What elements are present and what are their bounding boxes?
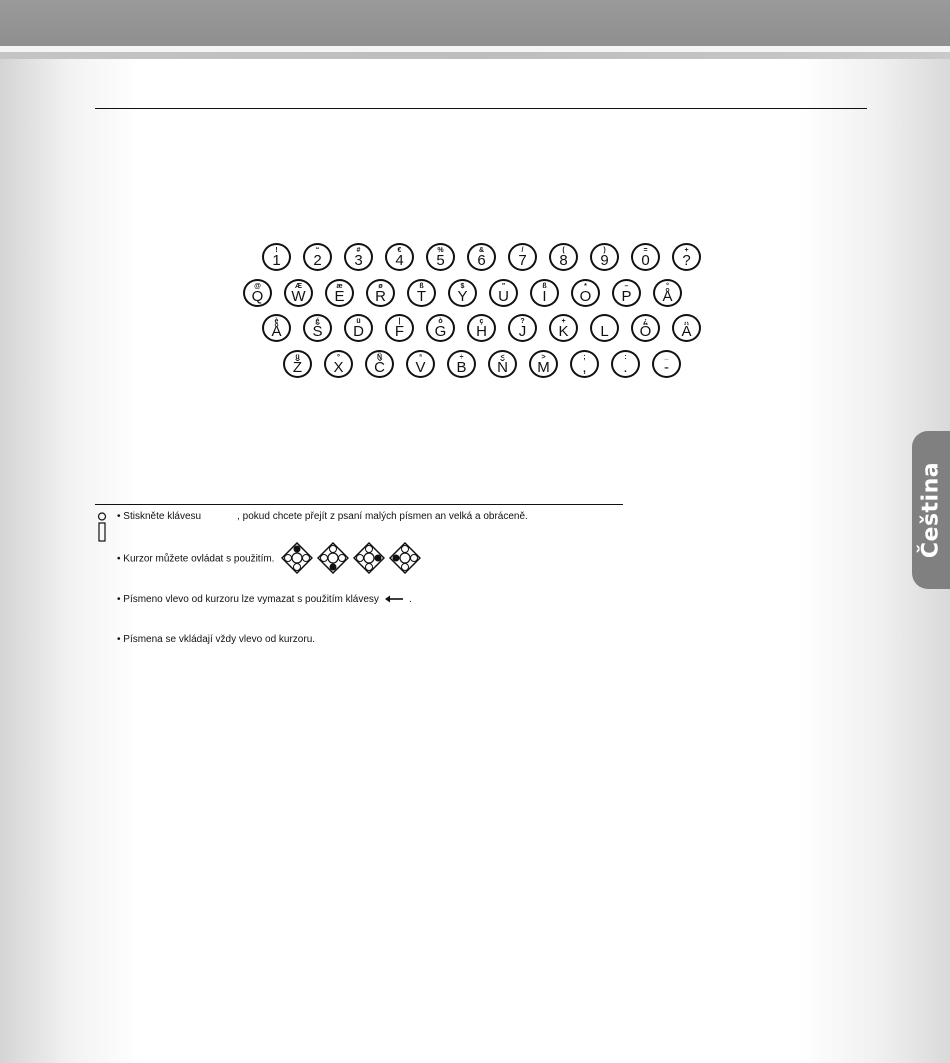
key-primary-label: O [579, 288, 592, 305]
key-primary-label: I [542, 288, 547, 305]
key-primary-label: 2 [313, 252, 322, 269]
key-primary-label: - [664, 359, 669, 376]
key-primary-label: W [291, 288, 306, 305]
dpad-up-icon [281, 542, 313, 574]
key-r2-9 [571, 279, 600, 307]
key-secondary-label: | [398, 318, 401, 325]
key-r2-7 [489, 279, 518, 307]
key-r4-7 [529, 350, 558, 378]
key-secondary-label: ÷ [459, 354, 464, 361]
key-r1-10 [631, 243, 660, 271]
key-primary-label: D [353, 323, 364, 340]
key-primary-label: L [600, 323, 609, 340]
note-shift-text-end: , pokud chcete přejít z psaní malých písmen an velká a obráceně. [237, 511, 528, 522]
key-secondary-label: @ [254, 283, 261, 290]
note-insert: • Písmena se vkládají vždy vlevo od kurzoru. [117, 634, 316, 645]
key-r1-4 [385, 243, 414, 271]
key-r1-1 [262, 243, 291, 271]
key-secondary-label: + [684, 247, 689, 254]
key-r4-1 [283, 350, 312, 378]
key-r3-7 [508, 314, 537, 342]
info-icon [96, 512, 108, 542]
key-primary-label: Ä [681, 323, 692, 340]
language-tab-label: Čeština [918, 461, 944, 559]
key-secondary-label: ß [542, 283, 547, 290]
key-secondary-label: > [541, 354, 546, 361]
key-r2-5 [407, 279, 436, 307]
key-r4-8 [570, 350, 599, 378]
key-secondary-label: ( [562, 247, 565, 254]
key-r4-5 [447, 350, 476, 378]
language-tab [912, 431, 950, 589]
key-secondary-label: ß [419, 283, 424, 290]
note-delete-text-start: • Písmeno vlevo od kurzoru lze vymazat s použitím klávesy [117, 594, 379, 605]
dpad-down-icon [317, 542, 349, 574]
key-r2-4 [366, 279, 395, 307]
key-primary-label: , [582, 359, 587, 376]
key-secondary-label: € [397, 247, 402, 254]
key-primary-label: P [621, 288, 632, 305]
key-r2-6 [448, 279, 477, 307]
note-cursor [117, 542, 425, 576]
key-primary-label: Ž [292, 359, 303, 376]
key-secondary-label: ; [583, 354, 586, 361]
key-r4-6 [488, 350, 517, 378]
key-r3-5 [426, 314, 455, 342]
key-primary-label: J [518, 323, 527, 340]
key-secondary-label: – [624, 283, 629, 290]
key-primary-label: M [537, 359, 550, 376]
key-primary-label: Å [271, 323, 282, 340]
note-shift [117, 511, 528, 523]
note-delete [117, 594, 412, 606]
key-secondary-label: " [501, 283, 506, 290]
key-primary-label: Q [251, 288, 264, 305]
key-secondary-label: “ [315, 247, 320, 254]
dpad-group [281, 542, 425, 576]
key-secondary-label: / [521, 247, 524, 254]
key-primary-label: 9 [600, 252, 609, 269]
key-primary-label: E [334, 288, 345, 305]
key-primary-label: K [558, 323, 569, 340]
key-primary-label: V [415, 359, 426, 376]
key-r2-3 [325, 279, 354, 307]
key-primary-label: Y [457, 288, 468, 305]
key-primary-label: 7 [518, 252, 527, 269]
key-r1-5 [426, 243, 455, 271]
note-delete-text-end: . [408, 594, 412, 605]
key-primary-label: Å [662, 288, 673, 305]
key-r3-6 [467, 314, 496, 342]
key-secondary-label: ° [666, 283, 669, 290]
note-cursor-text: • Kurzor můžete ovládat s použitím. [117, 553, 275, 565]
key-r3-2 [303, 314, 332, 342]
key-r3-11 [672, 314, 701, 342]
key-secondary-label: ) [603, 247, 606, 254]
key-primary-label: X [333, 359, 344, 376]
key-secondary-label: = [643, 247, 648, 254]
key-secondary-label: $ [460, 283, 465, 290]
key-primary-label: U [498, 288, 509, 305]
key-secondary-label: ü [295, 354, 300, 361]
key-primary-label: B [456, 359, 467, 376]
key-r3-1 [262, 314, 291, 342]
key-r3-3 [344, 314, 373, 342]
key-r2-1 [243, 279, 272, 307]
key-primary-label: 6 [477, 252, 486, 269]
key-r1-11 [672, 243, 701, 271]
key-secondary-label: : [624, 354, 627, 361]
key-primary-label: Š [312, 323, 323, 340]
key-r1-8 [549, 243, 578, 271]
key-primary-label: 1 [272, 252, 281, 269]
dpad-left-icon [389, 542, 421, 574]
key-r1-3 [344, 243, 373, 271]
key-r1-9 [590, 243, 619, 271]
key-secondary-label: é [315, 318, 320, 325]
key-r3-4 [385, 314, 414, 342]
key-r1-2 [303, 243, 332, 271]
key-secondary-label: * [584, 283, 587, 290]
key-r2-10 [612, 279, 641, 307]
key-secondary-label: ! [275, 247, 278, 254]
key-primary-label: G [434, 323, 447, 340]
key-primary-label: Č [374, 359, 385, 376]
key-secondary-label: ‥ [684, 318, 689, 325]
key-primary-label: R [375, 288, 386, 305]
key-primary-label: F [394, 323, 405, 340]
key-secondary-label: Ñ [376, 354, 383, 361]
key-r3-10 [631, 314, 660, 342]
key-secondary-label: < [500, 354, 505, 361]
key-r4-2 [324, 350, 353, 378]
key-primary-label: 5 [436, 252, 445, 269]
key-primary-label: . [623, 359, 628, 376]
key-primary-label: 3 [354, 252, 363, 269]
key-r2-11 [653, 279, 682, 307]
key-r4-10 [652, 350, 681, 378]
key-secondary-label: _ [664, 354, 669, 361]
key-r4-4 [406, 350, 435, 378]
key-secondary-label: ò [438, 318, 443, 325]
note-shift-text-start: • Stiskněte klávesu [117, 511, 202, 522]
key-secondary-label: ¿ [643, 318, 648, 325]
key-secondary-label: æ [336, 283, 343, 290]
key-secondary-label: % [437, 247, 444, 254]
key-r4-3 [365, 350, 394, 378]
key-primary-label: 0 [641, 252, 650, 269]
key-r1-6 [467, 243, 496, 271]
key-primary-label: Ö [639, 323, 652, 340]
key-secondary-label: + [561, 318, 566, 325]
key-r3-8 [549, 314, 578, 342]
key-r2-8 [530, 279, 559, 307]
key-primary-label: H [476, 323, 487, 340]
notes-rule [95, 504, 623, 505]
key-secondary-label: ? [520, 318, 525, 325]
key-primary-label: 4 [395, 252, 404, 269]
backspace-arrow-icon [385, 595, 403, 603]
key-primary-label: T [416, 288, 427, 305]
key-secondary-label: ü [356, 318, 361, 325]
key-secondary-label: # [356, 247, 361, 254]
key-secondary-label: ª [419, 354, 422, 361]
key-secondary-label: è [274, 318, 279, 325]
keyboard-diagram [0, 0, 950, 400]
key-primary-label: 8 [559, 252, 568, 269]
key-r2-2 [284, 279, 313, 307]
key-secondary-label: º [337, 354, 340, 361]
key-r4-9 [611, 350, 640, 378]
key-secondary-label: & [478, 247, 485, 254]
dpad-right-icon [353, 542, 385, 574]
key-r1-7 [508, 243, 537, 271]
key-secondary-label: Æ [295, 283, 302, 290]
key-primary-label: ? [682, 252, 691, 269]
key-secondary-label: ø [378, 283, 383, 290]
key-primary-label: Ň [497, 359, 508, 376]
key-r3-9 [590, 314, 619, 342]
key-secondary-label: ç [479, 318, 484, 325]
